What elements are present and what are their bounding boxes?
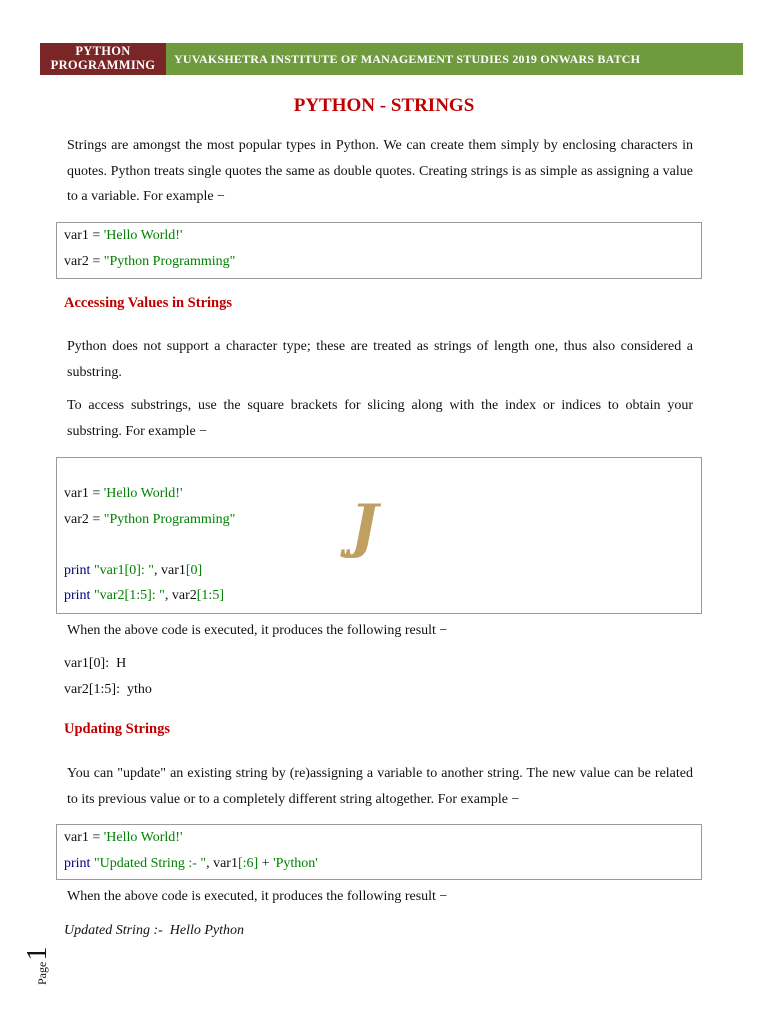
page-number-label: [22, 925, 62, 985]
section2-result-intro: When the above code is executed, it produces the following result −: [67, 889, 448, 904]
result-line: var2[1:5]: ytho: [64, 682, 152, 697]
code-line: var2 = "Python Programming": [64, 511, 236, 527]
code-line: print "var1[0]: ", var1[0]: [64, 562, 203, 578]
code-line: var1 = 'Hello World!': [64, 228, 183, 243]
page-number: 1: [22, 946, 53, 961]
section-heading-updating: Updating Strings: [64, 721, 170, 737]
code-line: print "Updated String :- ", var1[:6] + 'Python': [64, 855, 318, 871]
code-line: var2 = "Python Programming": [64, 253, 236, 269]
section1-paragraph-1: Python does not support a character type; these are treated as strings of length one, thus also considered a substring.: [67, 339, 693, 380]
section1-paragraph-2: To access substrings, use the square brackets for slicing along with the index or indices to obtain your substring. For example −: [67, 398, 693, 439]
page-header: [40, 43, 743, 75]
institute-label: YUVAKSHETRA INSTITUTE OF MANAGEMENT STUDIES 2019 ONWARS BATCH: [166, 43, 743, 75]
code-line: print "var2[1:5]: ", var2[1:5]: [64, 588, 224, 603]
code-line: var1 = 'Hello World!': [64, 830, 183, 845]
code-block-2: [56, 457, 702, 614]
section2-paragraph-1: You can "update" an existing string by (re)assigning a variable to another string. The new value can be related to its previous value or to a completely different string altogether. For example −: [67, 766, 693, 807]
subject-label: [40, 43, 166, 75]
result-line: Updated String :- Hello Python: [64, 923, 245, 938]
result-line: var1[0]: H: [64, 656, 127, 671]
code-line-blank: [64, 532, 701, 558]
page-word: Page: [35, 961, 49, 985]
code-block-3: [56, 824, 702, 880]
watermark-logo: JJ: [350, 492, 361, 560]
subject-line-1: PYTHON: [75, 44, 131, 58]
section1-result-intro: When the above code is executed, it produces the following result −: [67, 623, 448, 638]
code-line: var1 = 'Hello World!': [64, 486, 183, 501]
code-block-1: [56, 222, 702, 279]
intro-paragraph: Strings are amongst the most popular types in Python. We can create them simply by enclosing characters in quotes. Python treats single quotes the same as double quotes. Creating strings is as simple as assigning a value to a variable. For example −: [67, 138, 693, 204]
page-title: PYTHON - STRINGS: [293, 95, 475, 116]
section-heading-accessing: Accessing Values in Strings: [64, 295, 232, 311]
subject-line-2: PROGRAMMING: [50, 58, 156, 72]
